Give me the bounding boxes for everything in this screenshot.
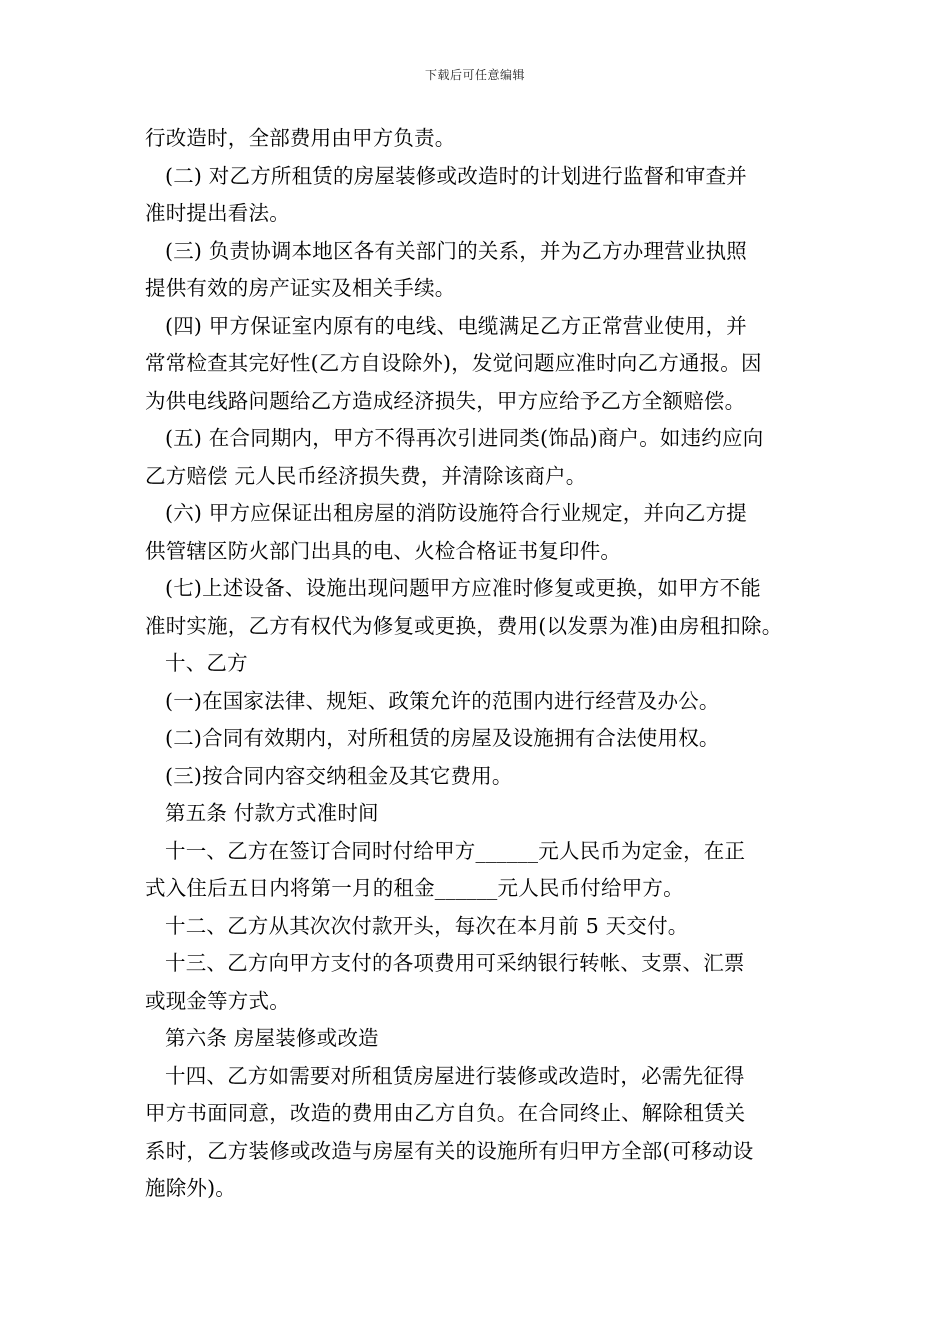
text-line: 提供有效的房产证实及相关手续。 [145, 276, 456, 300]
text-line: 甲方书面同意，改造的费用由乙方自负。在合同终止、解除租赁关 [145, 1101, 746, 1125]
text-line: (四) 甲方保证室内原有的电线、电缆满足乙方正常营业使用，并 [165, 313, 748, 338]
text-line: (二)合同有效期内，对所租赁的房屋及设施拥有合法使用权。 [165, 726, 720, 750]
text-line: (三) 负责协调本地区各有关部门的关系，并为乙方办理营业执照 [165, 238, 748, 263]
text-line: 十三、乙方向甲方支付的各项费用可采纳银行转帐、支票、汇票 [165, 951, 745, 975]
text-line: (七)上述设备、设施出现问题甲方应准时修复或更换，如甲方不能 [165, 576, 761, 600]
text-line: (五) 在合同期内，甲方不得再次引进同类(饰品)商户。如违约应向 [165, 426, 764, 450]
text-line: (三)按合同内容交纳租金及其它费用。 [165, 763, 513, 788]
section-heading: 十、乙方 [165, 651, 248, 675]
text-line: 行改造时，全部费用由甲方负责。 [145, 126, 456, 150]
text-line: (六) 甲方应保证出租房屋的消防设施符合行业规定，并向乙方提 [165, 501, 748, 525]
page-header: 下载后可任意编辑 [424, 68, 525, 82]
text-line: 系时，乙方装修或改造与房屋有关的设施所有归甲方全部(可移动设 [145, 1138, 754, 1163]
text-line: 准时提出看法。 [145, 201, 290, 225]
text-line: 或现金等方式。 [145, 988, 290, 1013]
text-line: 为供电线路问题给乙方造成经济损失，甲方应给予乙方全额赔偿。 [145, 388, 746, 413]
text-line: 常常检查其完好性(乙方自设除外)，发觉问题应准时向乙方通报。因 [145, 351, 762, 375]
text-line: (一)在国家法律、规矩、政策允许的范围内进行经营及办公。 [165, 688, 720, 713]
article-heading: 第五条 付款方式准时间 [165, 801, 379, 825]
text-line: 乙方赔偿 元人民币经济损失费，并清除该商户。 [145, 463, 587, 488]
text-line: 准时实施，乙方有权代为修复或更换，费用(以发票为准)由房租扣除。 [145, 613, 783, 638]
text-line: (二) 对乙方所租赁的房屋装修或改造时的计划进行监督和审查并 [165, 163, 748, 188]
text-line: 供管辖区防火部门出具的电、火检合格证书复印件。 [145, 538, 622, 563]
document-body [145, 120, 825, 1208]
text-line: 式入住后五日内将第一月的租金______元人民币付给甲方。 [145, 876, 684, 900]
text-line: 十四、乙方如需要对所租赁房屋进行装修或改造时，必需先征得 [165, 1063, 745, 1088]
text-line: 十一、乙方在签订合同时付给甲方______元人民币为定金，在正 [165, 838, 746, 863]
text-line: 施除外)。 [145, 1176, 236, 1200]
text-line: 十二、乙方从其次次付款开头，每次在本月前 5 天交付。 [165, 913, 689, 938]
article-heading: 第六条 房屋装修或改造 [165, 1026, 379, 1050]
